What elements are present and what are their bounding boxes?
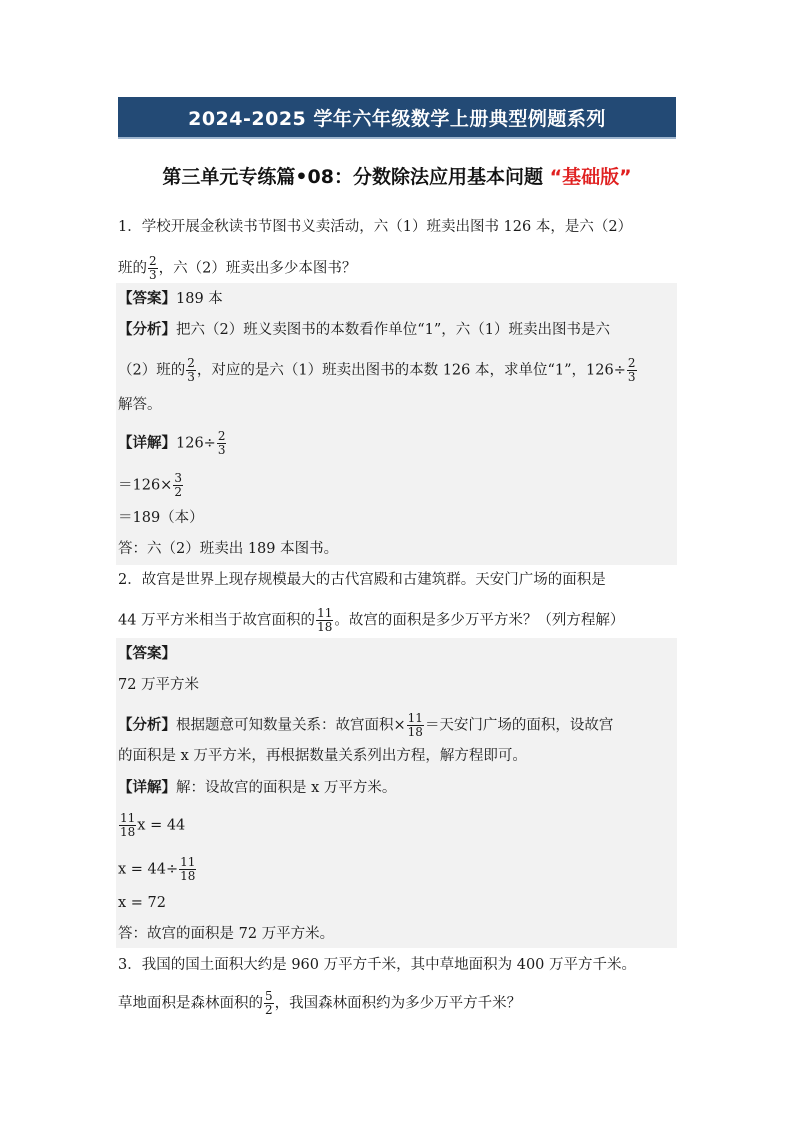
q1-fraction: $\frac{2}{3}$ (149, 254, 157, 282)
q1-final-answer: 答：六（2）班卖出 189 本图书。 (118, 541, 339, 557)
q2-equation-2: x = 44÷ $\frac{11}{18}$ (118, 855, 196, 883)
q2-analysis-line1: 【分析】根据题意可知数量关系：故宫面积× $\frac{11}{18}$ ＝天安门广场的面积，设故宫 (118, 711, 614, 739)
q1-text-line1: 1．学校开展金秋读书节图书义卖活动，六（1）班卖出图书 126 本，是六（2） (118, 219, 633, 235)
q2-detail-line1: 【详解】解：设故宫的面积是 x 万平方米。 (118, 780, 397, 796)
q2-equation-3: x = 72 (118, 895, 166, 911)
q2-equation-1: $\frac{11}{18}$ x = 44 (120, 811, 186, 839)
q1-text-line2: 班的 $\frac{2}{3}$ ，六（2）班卖出多少本图书？ (118, 254, 357, 282)
q3-text-line2: 草地面积是森林面积的 $\frac{5}{2}$ ，我国森林面积约为多少万平方千米？ (118, 989, 522, 1017)
series-banner: 2024-2025 学年六年级数学上册典型例题系列 (118, 97, 676, 139)
q3-text-line1: 3．我国的国土面积大约是 960 万平方千米，其中草地面积为 400 万平方千米。 (118, 957, 637, 973)
q1-detail-line2: ＝126× $\frac{3}{2}$ (118, 471, 182, 499)
q2-analysis-line2: 的面积是 x 万平方米，再根据数量关系列出方程，解方程即可。 (118, 748, 527, 764)
subtitle-main: 第三单元专练篇•08：分数除法应用基本问题 (162, 166, 543, 188)
subtitle-tag: “基础版” (549, 166, 632, 188)
q1-detail-line3: ＝189（本） (118, 510, 204, 526)
q2-final-answer: 答：故宫的面积是 72 万平方米。 (118, 926, 335, 942)
q1-answer: 【答案】189 本 (118, 291, 223, 307)
q1-analysis-line3: 解答。 (118, 397, 162, 413)
q1-detail-line1: 【详解】126÷ $\frac{2}{3}$ (118, 429, 226, 457)
q2-text-line2: 44 万平方米相当于故宫面积的 $\frac{11}{18}$ 。故宫的面积是多少万平方米？（列方程解） (118, 606, 625, 634)
q2-text-line1: 2．故宫是世界上现存规模最大的古代宫殿和古建筑群。天安门广场的面积是 (118, 572, 606, 588)
q1-analysis-line1: 【分析】把六（2）班义卖图书的本数看作单位“1”，六（1）班卖出图书是六 (118, 322, 610, 338)
page-subtitle (0, 162, 794, 189)
q2-answer-label: 【答案】 (118, 646, 176, 662)
q1-analysis-line2: （2）班的 $\frac{2}{3}$ ，对应的是六（1）班卖出图书的本数 126 本，求单位“1”，126÷ $\frac{2}{3}$ (118, 356, 636, 384)
q2-answer: 72 万平方米 (118, 677, 200, 693)
